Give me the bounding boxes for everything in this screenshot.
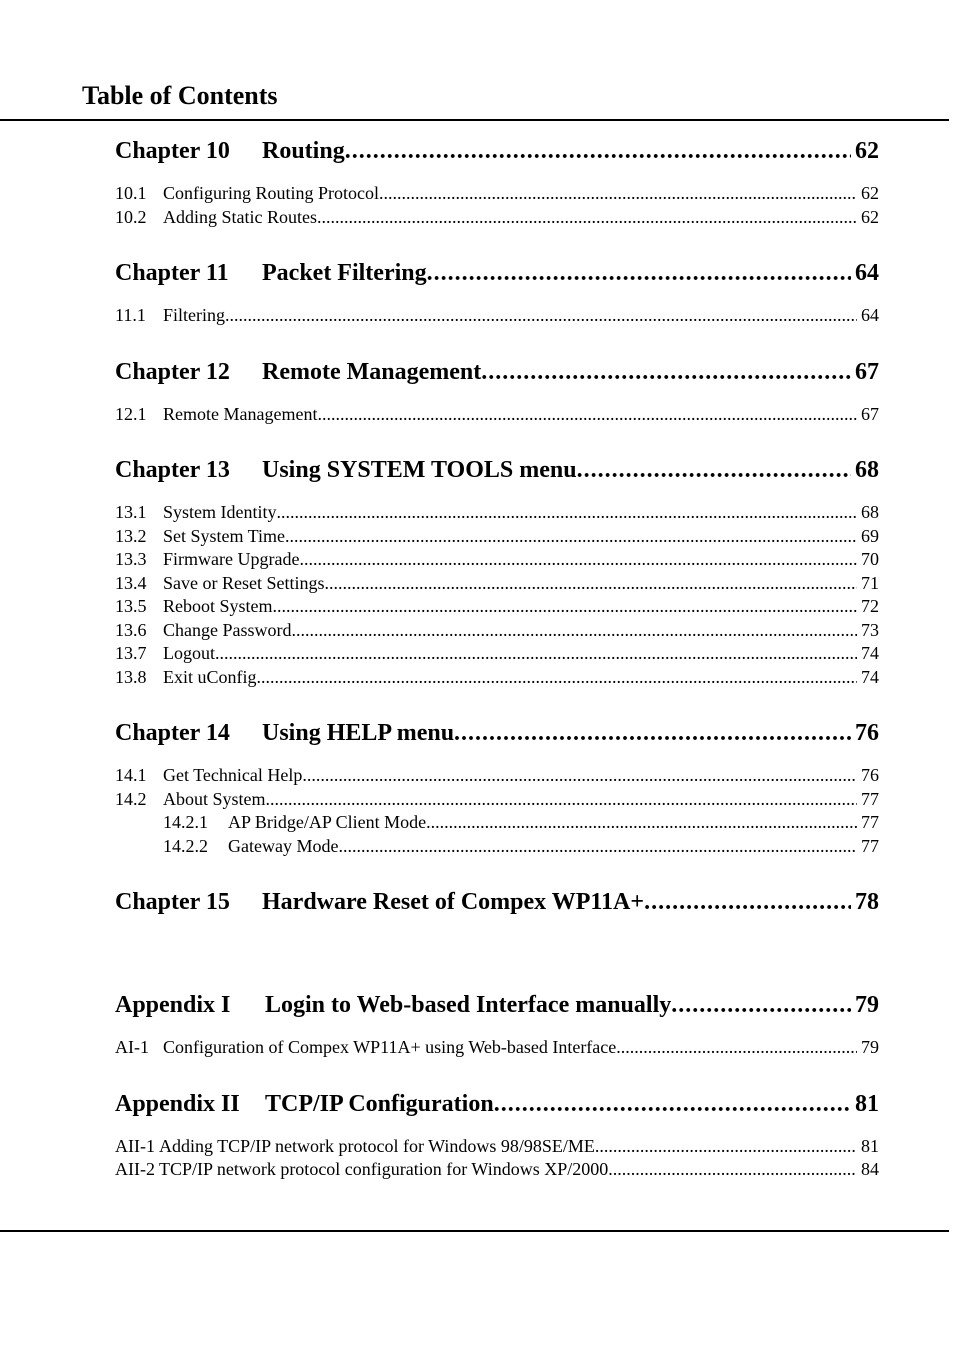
appendix-title: TCP/IP Configuration xyxy=(265,1090,494,1117)
chapter-label: Chapter 14 xyxy=(115,720,230,746)
section-number: 12.1 xyxy=(115,403,147,424)
page-number: 68 xyxy=(855,457,879,483)
subsection-number: 14.2.2 xyxy=(163,835,208,856)
appendix-label: Appendix I xyxy=(115,992,231,1018)
section-number: 13.2 xyxy=(115,525,147,546)
section-title: Change Password xyxy=(163,619,292,640)
dot-leader xyxy=(215,642,857,666)
appendix-label: Appendix II xyxy=(115,1090,240,1117)
bottom-divider xyxy=(0,1230,949,1232)
page-number: 72 xyxy=(861,596,879,616)
section-number: 13.5 xyxy=(115,596,147,616)
dot-leader xyxy=(338,835,857,859)
dot-leader xyxy=(266,788,857,812)
section-number: 10.1 xyxy=(115,183,147,203)
section-number: 13.6 xyxy=(115,619,147,640)
toc-section-10-1[interactable] xyxy=(115,182,879,206)
page-number: 77 xyxy=(861,812,879,832)
toc-subsection-14-2-2[interactable] xyxy=(115,835,879,859)
toc-chapter-13[interactable] xyxy=(115,450,879,490)
toc-section-13-5[interactable] xyxy=(115,595,879,619)
page-number: 68 xyxy=(861,502,879,522)
toc-section-13-1[interactable] xyxy=(115,501,879,525)
dot-leader xyxy=(324,572,857,596)
chapter-title: Remote Management xyxy=(262,358,482,385)
toc-section-aii-1[interactable] xyxy=(115,1135,879,1159)
toc-appendix-1[interactable] xyxy=(115,985,879,1025)
page-number: 64 xyxy=(861,305,879,325)
page-number: 70 xyxy=(861,549,879,569)
section-number: 13.7 xyxy=(115,643,147,663)
page-number: 71 xyxy=(861,572,879,593)
chapter-label: Chapter 12 xyxy=(115,358,230,385)
page-number: 76 xyxy=(855,720,879,746)
section-title: Exit uConfig xyxy=(163,666,257,687)
toc-chapter-10[interactable] xyxy=(115,131,879,171)
section-title: Filtering xyxy=(163,305,225,325)
section-title: Get Technical Help xyxy=(163,765,303,785)
section-number: 13.3 xyxy=(115,549,147,569)
section-number: AII-2 xyxy=(115,1159,155,1179)
dot-leader xyxy=(317,206,857,230)
subsection-number: 14.2.1 xyxy=(163,812,208,832)
section-title: Configuring Routing Protocol xyxy=(163,183,379,203)
toc-chapter-14[interactable] xyxy=(115,713,879,753)
page-number: 74 xyxy=(861,643,879,663)
toc-section-11-1[interactable] xyxy=(115,304,879,328)
section-number: 13.4 xyxy=(115,572,147,593)
subsection-title: Gateway Mode xyxy=(228,835,339,856)
toc-section-ai-1[interactable] xyxy=(115,1036,879,1060)
section-title: About System xyxy=(163,788,266,809)
toc-list xyxy=(115,131,879,1182)
chapter-title: Using HELP menu xyxy=(262,720,455,746)
page-number: 62 xyxy=(861,183,879,203)
page-number: 78 xyxy=(855,889,879,915)
dot-leader xyxy=(616,1036,857,1060)
page-number: 79 xyxy=(861,1037,879,1057)
page-number: 77 xyxy=(861,788,879,809)
chapter-label: Chapter 13 xyxy=(115,457,230,483)
page-number: 74 xyxy=(861,666,879,687)
dot-leader xyxy=(595,1135,857,1159)
top-divider xyxy=(0,119,949,121)
section-title: Logout xyxy=(163,643,215,663)
toc-section-13-6[interactable] xyxy=(115,619,879,643)
page-number: 69 xyxy=(861,525,879,546)
dot-leader xyxy=(671,985,851,1025)
section-title: Adding TCP/IP network protocol for Windows 98/98SE/ME xyxy=(158,1135,595,1156)
chapter-title: Packet Filtering xyxy=(262,260,427,286)
chapter-title: Routing xyxy=(262,138,345,164)
section-number: 14.2 xyxy=(115,788,147,809)
chapter-label: Chapter 11 xyxy=(115,260,229,286)
toc-section-aii-2[interactable] xyxy=(115,1158,879,1182)
dot-leader xyxy=(317,403,857,427)
dot-leader xyxy=(481,352,851,392)
dot-leader xyxy=(302,764,857,788)
dot-leader xyxy=(454,713,851,753)
dot-leader xyxy=(299,548,857,572)
dot-leader xyxy=(427,253,851,293)
section-title: Reboot System xyxy=(163,596,273,616)
dot-leader xyxy=(644,882,851,922)
toc-section-13-2[interactable] xyxy=(115,525,879,549)
dot-leader xyxy=(494,1084,851,1124)
toc-appendix-2[interactable] xyxy=(115,1084,879,1124)
section-number: 13.8 xyxy=(115,666,147,687)
page-number: 67 xyxy=(861,403,879,424)
subsection-title: AP Bridge/AP Client Mode xyxy=(228,812,427,832)
dot-leader xyxy=(285,525,857,549)
toc-section-13-4[interactable] xyxy=(115,572,879,596)
page-number: 84 xyxy=(861,1159,879,1179)
section-number: 11.1 xyxy=(115,305,146,325)
toc-section-13-8[interactable] xyxy=(115,666,879,690)
page-number: 79 xyxy=(855,992,879,1018)
chapter-label: Chapter 10 xyxy=(115,138,230,164)
section-title: Firmware Upgrade xyxy=(163,549,300,569)
chapter-label: Chapter 15 xyxy=(115,889,230,915)
dot-leader xyxy=(379,182,857,206)
section-title: Configuration of Compex WP11A+ using Web-based Interface xyxy=(163,1037,617,1057)
dot-leader xyxy=(345,131,851,171)
page-number: 62 xyxy=(861,206,879,227)
toc-section-14-1[interactable] xyxy=(115,764,879,788)
dot-leader xyxy=(608,1158,857,1182)
section-title: Adding Static Routes xyxy=(163,206,317,227)
section-number: 10.2 xyxy=(115,206,147,227)
dot-leader xyxy=(426,811,857,835)
toc-section-13-7[interactable] xyxy=(115,642,879,666)
dot-leader xyxy=(577,450,851,490)
page-number: 81 xyxy=(861,1135,879,1156)
toc-chapter-11[interactable] xyxy=(115,253,879,293)
section-title: Set System Time xyxy=(163,525,286,546)
section-title: Remote Management xyxy=(163,403,318,424)
toc-chapter-12[interactable] xyxy=(115,352,879,392)
dot-leader xyxy=(225,304,857,328)
section-number: 14.1 xyxy=(115,765,147,785)
toc-chapter-15[interactable] xyxy=(115,882,879,922)
section-number: 13.1 xyxy=(115,502,147,522)
section-title: Save or Reset Settings xyxy=(163,572,325,593)
chapter-title: Using SYSTEM TOOLS menu xyxy=(262,457,577,483)
toc-section-13-3[interactable] xyxy=(115,548,879,572)
toc-section-12-1[interactable] xyxy=(115,403,879,427)
page-number: 73 xyxy=(861,619,879,640)
section-number: AI-1 xyxy=(115,1037,149,1057)
page-number: 77 xyxy=(861,835,879,856)
page-number: 76 xyxy=(861,765,879,785)
dot-leader xyxy=(273,595,857,619)
chapter-title: Hardware Reset of Compex WP11A+ xyxy=(262,889,645,915)
page-number: 62 xyxy=(855,138,879,164)
section-title: TCP/IP network protocol configuration for Windows XP/2000 xyxy=(158,1159,609,1179)
page-number: 67 xyxy=(855,358,879,385)
section-title: System Identity xyxy=(163,502,277,522)
dot-leader xyxy=(292,619,858,643)
dot-leader xyxy=(277,501,858,525)
page-number: 64 xyxy=(855,260,879,286)
toc-subsection-14-2-1[interactable] xyxy=(115,811,879,835)
page-number: 81 xyxy=(855,1090,879,1117)
section-number: AII-1 xyxy=(115,1135,155,1156)
toc-section-14-2[interactable] xyxy=(115,788,879,812)
page-title: Table of Contents xyxy=(82,81,278,110)
toc-section-10-2[interactable] xyxy=(115,206,879,230)
appendix-title: Login to Web-based Interface manually xyxy=(265,992,672,1018)
dot-leader xyxy=(257,666,858,690)
